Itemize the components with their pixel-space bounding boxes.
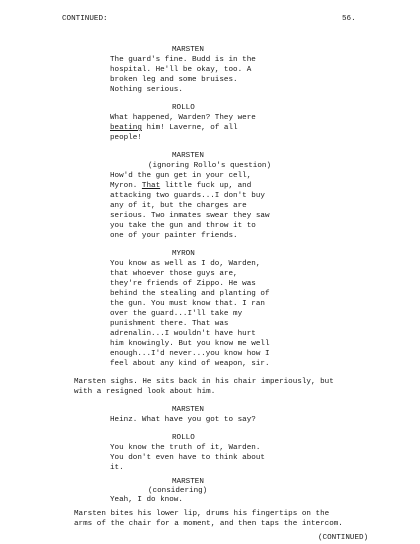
dialogue-line: punishment there. That was bbox=[110, 320, 229, 328]
dialogue-line: You know the truth of it, Warden. bbox=[110, 444, 261, 452]
dialogue-text: little fuck up, and bbox=[160, 182, 252, 190]
dialogue-line: You know as well as I do, Warden, bbox=[110, 260, 261, 268]
dialogue-line: that whoever those guys are, bbox=[110, 270, 238, 278]
dialogue-line: him knowingly. But you know me well bbox=[110, 340, 270, 348]
dialogue-line: feel about any kind of weapon, sir. bbox=[110, 360, 270, 368]
dialogue-line: you take the gun and throw it to bbox=[110, 222, 256, 230]
dialogue-line bbox=[110, 182, 251, 191]
dialogue-line: Yeah, I do know. bbox=[110, 496, 183, 504]
continued-header: CONTINUED: bbox=[62, 15, 108, 23]
action-line: Marsten bites his lower lip, drums his fingertips on the bbox=[74, 510, 330, 518]
action-line: arms of the chair for a moment, and then taps the intercom. bbox=[74, 520, 343, 528]
dialogue-line: How'd the gun get in your cell, bbox=[110, 172, 252, 180]
action-line: with a resigned look about him. bbox=[74, 388, 216, 396]
parenthetical: (considering) bbox=[148, 487, 208, 495]
action-line: Marsten sighs. He sits back in his chair imperiously, but bbox=[74, 378, 334, 386]
dialogue-line: adrenalin...I wouldn't have hurt bbox=[110, 330, 256, 338]
character-name: ROLLO bbox=[172, 434, 195, 442]
character-name: MARSTEN bbox=[172, 406, 204, 414]
dialogue-line: the gun. You must know that. I ran bbox=[110, 300, 265, 308]
character-name: MARSTEN bbox=[172, 478, 204, 486]
dialogue-line: they're friends of Zippo. He was bbox=[110, 280, 256, 288]
dialogue-line: people! bbox=[110, 134, 142, 142]
parenthetical: (ignoring Rollo's question) bbox=[148, 162, 272, 170]
dialogue-line: any of it, but the charges are bbox=[110, 202, 247, 210]
page-number: 56. bbox=[342, 15, 356, 23]
dialogue-text: him! Laverne, of all bbox=[141, 124, 238, 132]
dialogue-line: over the guard...I'll take my bbox=[110, 310, 243, 318]
dialogue-line: The guard's fine. Budd is in the bbox=[110, 56, 256, 64]
character-name: MARSTEN bbox=[172, 152, 204, 160]
dialogue-line: it. bbox=[110, 464, 124, 472]
dialogue-line: hospital. He'll be okay, too. A bbox=[110, 66, 252, 74]
dialogue-line: Heinz. What have you got to say? bbox=[110, 416, 256, 424]
dialogue-line: behind the stealing and planting of bbox=[110, 290, 270, 298]
dialogue-line: You don't even have to think about bbox=[110, 454, 265, 462]
dialogue-line: serious. Two inmates swear they saw bbox=[110, 212, 270, 220]
dialogue-line bbox=[110, 124, 238, 133]
character-name: MYRON bbox=[172, 250, 195, 258]
continued-footer: (CONTINUED) bbox=[318, 534, 369, 542]
dialogue-line: enough...I'd never...you know how I bbox=[110, 350, 270, 358]
dialogue-line: attacking two guards...I don't buy bbox=[110, 192, 265, 200]
dialogue-line: one of your painter friends. bbox=[110, 232, 238, 240]
character-name: MARSTEN bbox=[172, 46, 204, 54]
underlined-word: That bbox=[141, 182, 161, 190]
character-name: ROLLO bbox=[172, 104, 195, 112]
dialogue-line: What happened, Warden? They were bbox=[110, 114, 256, 122]
underlined-word: beating bbox=[110, 124, 142, 132]
dialogue-line: broken leg and some bruises. bbox=[110, 76, 238, 84]
dialogue-line: Nothing serious. bbox=[110, 86, 183, 94]
dialogue-text: Myron. bbox=[110, 182, 142, 190]
